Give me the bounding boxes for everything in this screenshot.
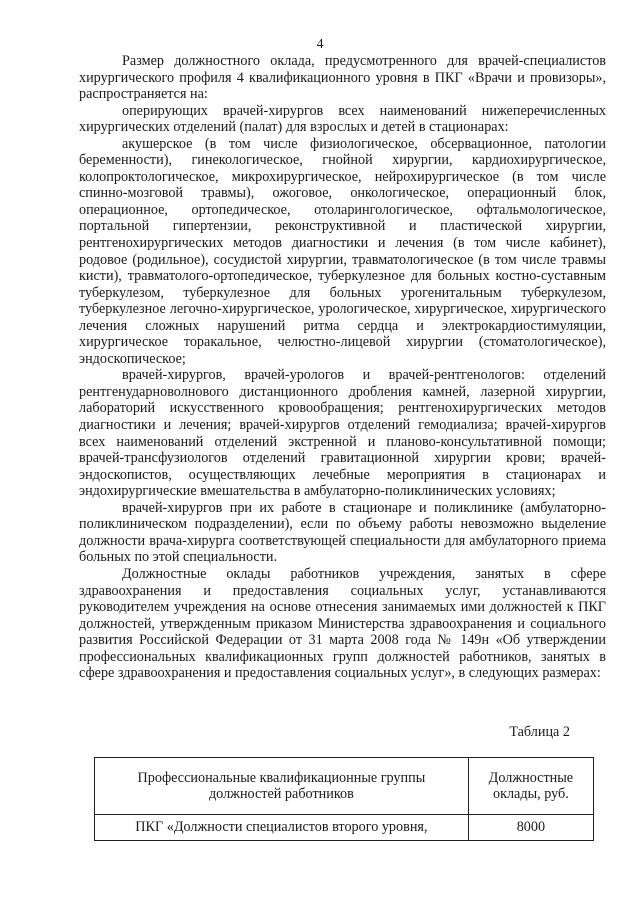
- paragraph-salary-rules: Должностные оклады работников учреждения, занятых в сфере здравоохранения и предоставления социальных услуг, устанавливаются руководителем учреждения на основе отнесения занимаемых ими должностей к ПКГ должностей, утвержденным приказом Министерства здравоохранения и социального развития Российской Федерации от 31 марта 2008 года № 149н «Об утверждении профессиональных квалификационных групп должностей работников, занятых в сфере здравоохранения и предоставления социальных услуг», в следующих размерах:: [79, 565, 606, 682]
- table-row: [95, 815, 594, 841]
- salary-table: [94, 757, 594, 841]
- paragraph-salary-scope: Размер должностного оклада, предусмотренного для врачей-специалистов хирургического профиля 4 квалификационного уровня в ПКГ «Врачи и провизоры», распространяется на:: [79, 53, 606, 103]
- table-header-group: Профессиональные квалификационные группы должностей работников: [95, 758, 469, 815]
- table-cell-group: ПКГ «Должности специалистов второго уровня,: [95, 815, 469, 841]
- document-body: [79, 53, 606, 682]
- paragraph-specialist-list: врачей-хирургов, врачей-урологов и врачей-рентгенологов: отделений рентгенударноволнового дистанционного дробления камней, лазерной хирургии, лабораторий искусственного кровообращения; рентгенохирургических методов диагностики и лечения; врачей-хирургов отделений гемодиализа; врачей-хирургов всех наименований отделений экстренной и планово-консультативной помощи; врачей-трансфузиологов отделений гравитационной хирургии крови; врачей-эндоскопистов, осуществляющих лечебные мероприятия в стационарах и эндохирургические вмешательства в амбулаторно-поликлинических условиях;: [79, 367, 606, 500]
- paragraph-outpatient-surgeons: врачей-хирургов при их работе в стационаре и поликлинике (амбулаторно-поликлиническом подразделении), если по объему работы невозможно выделение должности врача-хирурга соответствующей специальности для амбулаторного приема больных по этой специальности.: [79, 499, 606, 566]
- table-cell-salary: 8000: [468, 815, 593, 841]
- paragraph-operating-surgeons: оперирующих врачей-хирургов всех наименований нижеперечисленных хирургических отделений (палат) для взрослых и детей в стационарах:: [79, 102, 606, 136]
- table-header-row: [95, 758, 594, 815]
- paragraph-department-list: акушерское (в том числе физиологическое, обсервационное, патологии беременности), гинекологическое, гнойной хирургии, кардиохирургическое, колопроктологическое, микрохирургическое, нейрохирургическое (в том числе спинно-мозговой травмы), ожоговое, онкологическое, операционный блок, операционное, ортопедическое, отоларингологическое, офтальмологическое, портальной гипертензии, реконструктивной и пластической хирургии, рентгенохирургических методов диагностики и лечения (в том числе кабинет), родовое (родильное), сосудистой хирургии, травматологическое (в том числе травмы кисти), травматолого-ортопедическое, туберкулезное для больных костно-суставным туберкулезом, туберкулезное для больных урогенитальным туберкулезом, туберкулезное легочно-хирургическое, урологическое, хирургическое, хирургического лечения сложных нарушений ритма сердца и электрокардиостимуляции, хирургическое торакальное, челюстно-лицевой хирургии (стоматологическое), эндоскопическое;: [79, 135, 606, 367]
- table-header-salary: Должностные оклады, руб.: [468, 758, 593, 815]
- page-number: 4: [316, 37, 324, 52]
- table-caption: Таблица 2: [509, 724, 570, 740]
